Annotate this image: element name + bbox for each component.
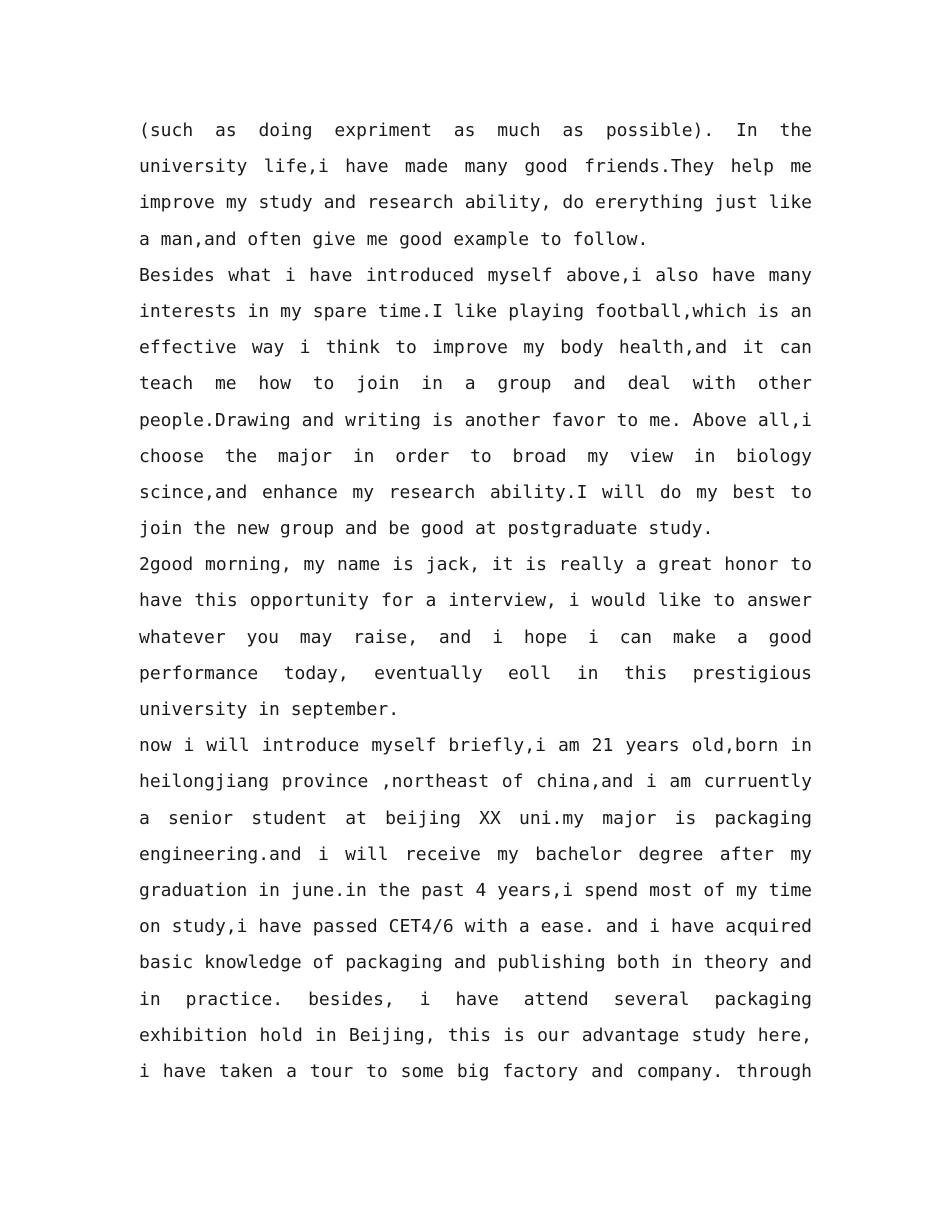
text-line: effective way i think to improve my body health,and it can <box>139 337 812 359</box>
text-line: exhibition hold in Beijing, this is our advantage study here, <box>139 1024 812 1046</box>
text-line: basic knowledge of packaging and publishing both in theory and <box>139 952 812 974</box>
text-line: 2good morning, my name is jack, it is really a great honor to <box>139 554 812 576</box>
text-line: in practice. besides, i have attend several packaging <box>139 988 812 1010</box>
text-line: i have taken a tour to some big factory and company. through <box>139 1060 812 1082</box>
text-line: choose the major in order to broad my view in biology <box>139 445 812 467</box>
text-line: have this opportunity for a interview, i would like to answer <box>139 590 812 612</box>
text-line: now i will introduce myself briefly,i am 21 years old,born in <box>139 735 812 757</box>
text-line: improve my study and research ability, do ererything just like <box>139 192 812 214</box>
text-line: heilongjiang province ,northeast of china,and i am curruently <box>139 771 812 793</box>
text-line: teach me how to join in a group and deal with other <box>139 373 812 395</box>
text-line: join the new group and be good at postgraduate study. <box>139 518 714 540</box>
text-line: performance today, eventually eoll in this prestigious <box>139 662 812 684</box>
text-line: (such as doing expriment as much as possible). In the <box>139 120 812 141</box>
text-line: a man,and often give me good example to follow. <box>139 228 649 250</box>
text-line: a senior student at beijing XX uni.my major is packaging <box>139 807 812 829</box>
text-line: university life,i have made many good friends.They help me <box>139 156 812 178</box>
text-line: university in september. <box>139 699 400 720</box>
body-text <box>139 113 812 1090</box>
text-line: Besides what i have introduced myself above,i also have many <box>139 264 812 286</box>
text-line: engineering.and i will receive my bachelor degree after my <box>139 843 812 865</box>
text-line: people.Drawing and writing is another favor to me. Above all,i <box>139 409 812 431</box>
text-line: scince,and enhance my research ability.I will do my best to <box>139 481 812 503</box>
text-line: whatever you may raise, and i hope i can make a good <box>139 626 812 648</box>
text-line: on study,i have passed CET4/6 with a ease. and i have acquired <box>139 916 812 938</box>
text-line: graduation in june.in the past 4 years,i spend most of my time <box>139 879 812 901</box>
text-line: interests in my spare time.I like playing football,which is an <box>139 300 812 322</box>
